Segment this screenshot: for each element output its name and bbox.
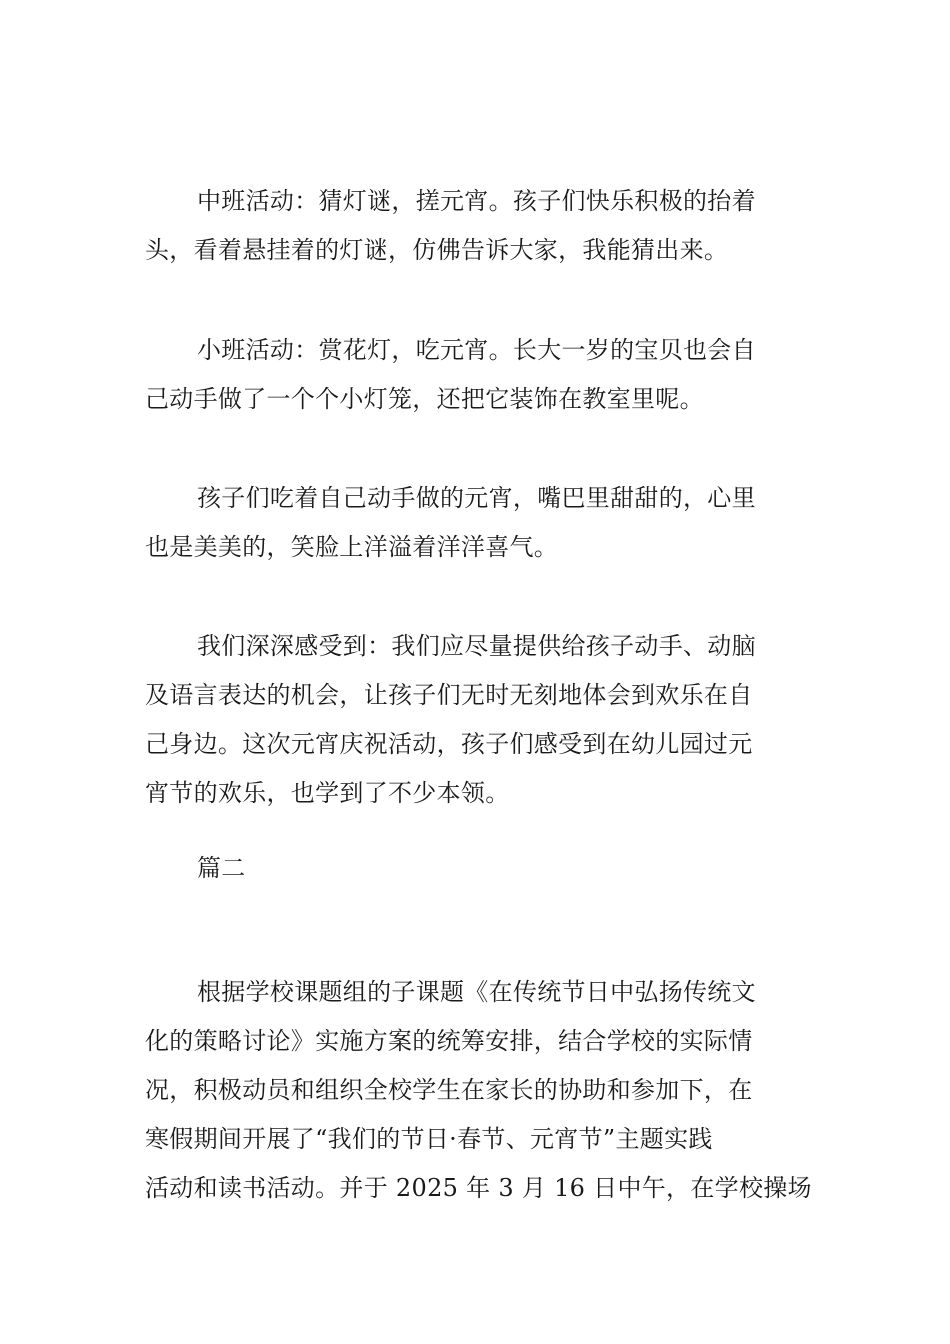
- paragraph-children-eating: [145, 474, 807, 572]
- text-line: 中班活动：猜灯谜，搓元宵。孩子们快乐积极的抬着: [197, 187, 756, 215]
- text-line: 根据学校课题组的子课题《在传统节日中弘扬传统文: [197, 978, 756, 1006]
- text-line: 宵节的欢乐，也学到了不少本领。: [145, 779, 510, 807]
- text-line: 也是美美的，笑脸上洋溢着洋洋喜气。: [145, 533, 559, 561]
- text-line: 己动手做了一个个小灯笼，还把它装饰在教室里呢。: [145, 385, 704, 413]
- text-line: 我们深深感受到：我们应尽量提供给孩子动手、动脑: [197, 632, 756, 660]
- text-line: 活动和读书活动。并于 2025 年 3 月 16 日中午，在学校操场: [145, 1174, 812, 1202]
- paragraph-small-class-activity: [145, 326, 807, 424]
- text-line: 况，积极动员和组织全校学生在家长的协助和参加下，在: [145, 1076, 753, 1104]
- paragraph-middle-class-activity: [145, 177, 807, 275]
- paragraph-school-project: [145, 968, 812, 1213]
- text-line: 及语言表达的机会，让孩子们无时无刻地体会到欢乐在自: [145, 681, 753, 709]
- text-line: 己身边。这次元宵庆祝活动，孩子们感受到在幼儿园过元: [145, 730, 753, 758]
- paragraph-reflection: [145, 622, 807, 818]
- text-line: 寒假期间开展了“我们的节日·春节、元宵节”主题实践: [145, 1125, 713, 1153]
- text-line: 篇二: [197, 854, 246, 882]
- text-line: 小班活动：赏花灯，吃元宵。长大一岁的宝贝也会自: [197, 336, 756, 364]
- text-line: 孩子们吃着自己动手做的元宵，嘴巴里甜甜的，心里: [197, 484, 756, 512]
- section-heading-part-two: [145, 844, 807, 893]
- text-line: 头，看着悬挂着的灯谜，仿佛告诉大家，我能猜出来。: [145, 236, 729, 264]
- text-line: 化的策略讨论》实施方案的统筹安排，结合学校的实际情: [145, 1027, 753, 1055]
